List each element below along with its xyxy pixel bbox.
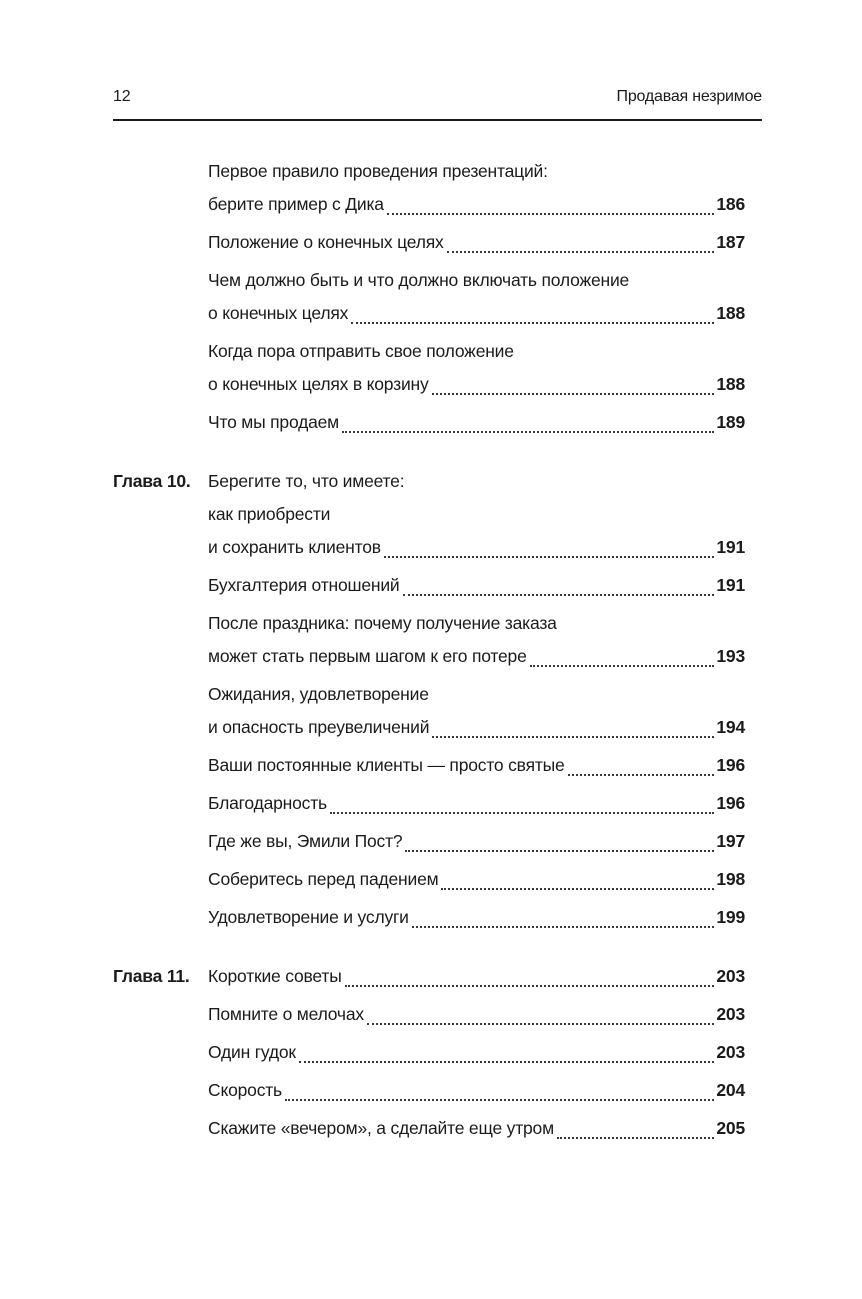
toc-entry <box>113 155 745 221</box>
entry-title: Короткие советы <box>208 966 342 986</box>
entry-page-number: 188 <box>716 374 745 394</box>
toc-entry <box>113 264 745 330</box>
entry-line: как приобрести <box>208 504 331 524</box>
toc-entry <box>113 1074 745 1107</box>
entry-page-number: 186 <box>716 194 745 214</box>
entry-title: Скажите «вечером», а сделайте еще утром <box>208 1118 554 1138</box>
entry-title: Удовлетворение и услуги <box>208 907 409 927</box>
entry-title: Где же вы, Эмили Пост? <box>208 831 403 851</box>
entry-page-number: 196 <box>716 755 745 775</box>
entry-page-number: 187 <box>716 232 745 252</box>
toc-chapter-entry <box>113 960 745 993</box>
entry-line: Берегите то, что имеете: <box>208 471 405 491</box>
entry-page-number: 204 <box>716 1080 745 1100</box>
entry-title: берите пример с Дика <box>208 194 384 214</box>
entry-title: и сохранить клиентов <box>208 537 381 557</box>
toc-entry <box>113 749 745 782</box>
entry-page-number: 196 <box>716 793 745 813</box>
entry-page-number: 191 <box>716 575 745 595</box>
toc-chapter-entry <box>113 465 745 564</box>
toc-entry <box>113 226 745 259</box>
entry-line: Первое правило проведения презентаций: <box>208 161 548 181</box>
toc-entry <box>113 825 745 858</box>
dot-leader <box>367 1023 714 1025</box>
entry-title: Скорость <box>208 1080 282 1100</box>
toc-entry <box>113 863 745 896</box>
entry-title: о конечных целях <box>208 303 349 323</box>
dot-leader <box>345 985 715 987</box>
dot-leader <box>285 1099 714 1101</box>
running-title: Продавая незримое <box>616 88 762 105</box>
toc-entry <box>113 406 745 439</box>
dot-leader <box>403 594 715 596</box>
entry-page-number: 203 <box>716 966 745 986</box>
dot-leader <box>568 774 715 776</box>
entry-title: Помните о мелочах <box>208 1004 364 1024</box>
entry-title: может стать первым шагом к его потере <box>208 646 527 666</box>
entry-page-number: 188 <box>716 303 745 323</box>
entry-page-number: 189 <box>716 412 745 432</box>
dot-leader <box>432 736 714 738</box>
toc-entry <box>113 787 745 820</box>
entry-title: Положение о конечных целях <box>208 232 444 252</box>
dot-leader <box>441 888 714 890</box>
dot-leader <box>387 213 715 215</box>
chapter-label: Глава 10. <box>113 471 191 491</box>
dot-leader <box>299 1061 714 1063</box>
table-of-contents <box>113 155 745 1145</box>
entry-page-number: 203 <box>716 1042 745 1062</box>
running-header <box>113 0 762 121</box>
toc-entry <box>113 569 745 602</box>
entry-title: Соберитесь перед падением <box>208 869 439 889</box>
entry-page-number: 191 <box>716 537 745 557</box>
dot-leader <box>557 1137 714 1139</box>
entry-line: Ожидания, удовлетворение <box>208 684 429 704</box>
entry-page-number: 193 <box>716 646 745 666</box>
entry-title: о конечных целях в корзину <box>208 374 429 394</box>
toc-entry <box>113 678 745 744</box>
entry-title: и опасность преувеличений <box>208 717 430 737</box>
dot-leader <box>351 322 714 324</box>
entry-page-number: 203 <box>716 1004 745 1024</box>
entry-line: Когда пора отправить свое положение <box>208 341 514 361</box>
entry-page-number: 199 <box>716 907 745 927</box>
entry-title: Один гудок <box>208 1042 296 1062</box>
dot-leader <box>405 850 714 852</box>
toc-entry <box>113 998 745 1031</box>
page-number: 12 <box>113 88 131 105</box>
toc-entry <box>113 1036 745 1069</box>
dot-leader <box>530 665 715 667</box>
entry-title: Благодарность <box>208 793 327 813</box>
entry-page-number: 197 <box>716 831 745 851</box>
toc-entry <box>113 607 745 673</box>
toc-entry <box>113 1112 745 1145</box>
entry-page-number: 198 <box>716 869 745 889</box>
entry-title: Ваши постоянные клиенты — просто святые <box>208 755 565 775</box>
dot-leader <box>447 251 715 253</box>
dot-leader <box>342 431 714 433</box>
entry-title: Что мы продаем <box>208 412 340 432</box>
toc-entry <box>113 901 745 934</box>
dot-leader <box>384 556 715 558</box>
toc-entry <box>113 335 745 401</box>
entry-line: Чем должно быть и что должно включать положение <box>208 270 630 290</box>
dot-leader <box>330 812 714 814</box>
dot-leader <box>432 393 715 395</box>
chapter-label: Глава 11. <box>113 966 190 986</box>
entry-line: После праздника: почему получение заказа <box>208 613 557 633</box>
entry-page-number: 205 <box>716 1118 745 1138</box>
entry-page-number: 194 <box>716 717 745 737</box>
entry-title: Бухгалтерия отношений <box>208 575 400 595</box>
dot-leader <box>412 926 715 928</box>
